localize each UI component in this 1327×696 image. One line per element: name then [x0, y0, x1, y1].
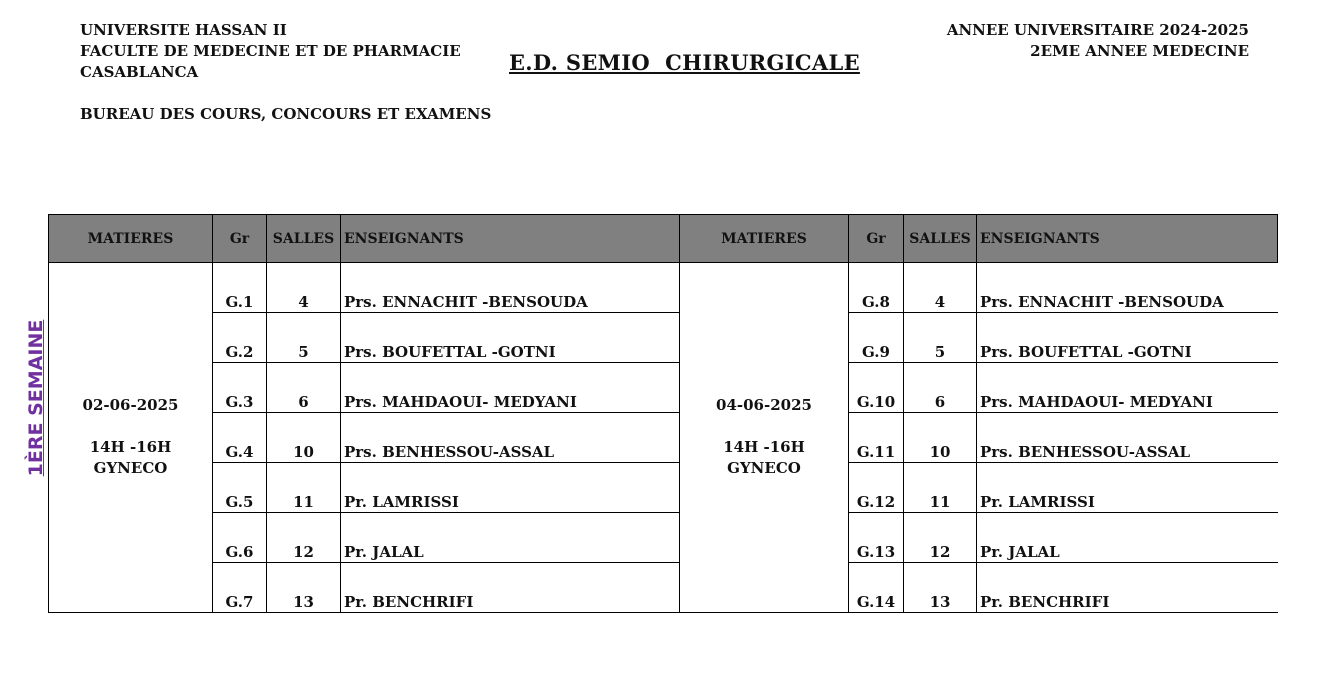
group-cell: G.14 — [849, 563, 904, 613]
teacher-cell: Pr. JALAL — [977, 513, 1278, 563]
room-cell: 6 — [267, 363, 341, 413]
teacher-cell: Pr. LAMRISSI — [341, 463, 680, 513]
teacher-cell: Pr. BENCHRIFI — [341, 563, 680, 613]
group-cell: G.4 — [213, 413, 267, 463]
room-cell: 13 — [267, 563, 341, 613]
teacher-cell: Prs. BOUFETTAL -GOTNI — [977, 313, 1278, 363]
session-date: 04-06-2025 — [716, 396, 812, 414]
table-row — [49, 563, 1278, 613]
week-label: 1ÈRE SEMAINE — [25, 319, 47, 477]
group-cell: G.3 — [213, 363, 267, 413]
room-cell: 5 — [904, 313, 977, 363]
col-header-room: SALLES — [904, 215, 977, 263]
group-cell: G.8 — [849, 263, 904, 313]
session-date: 02-06-2025 — [82, 396, 179, 414]
group-cell: G.2 — [213, 313, 267, 363]
academic-year: ANNEE UNIVERSITAIRE 2024-2025 — [946, 21, 1249, 39]
teacher-cell: Prs. BENHESSOU-ASSAL — [977, 413, 1278, 463]
schedule-table — [48, 214, 1278, 613]
table-row — [49, 413, 1278, 463]
page-title: E.D. SEMIO CHIRURGICALE — [509, 50, 860, 75]
group-cell: G.11 — [849, 413, 904, 463]
room-cell: 5 — [267, 313, 341, 363]
table-row — [49, 263, 1278, 313]
group-cell: G.5 — [213, 463, 267, 513]
group-cell: G.13 — [849, 513, 904, 563]
table-row — [49, 363, 1278, 413]
office-name: BUREAU DES COURS, CONCOURS ET EXAMENS — [80, 105, 492, 123]
group-cell: G.9 — [849, 313, 904, 363]
col-header-subject: MATIERES — [680, 215, 849, 263]
room-cell: 11 — [267, 463, 341, 513]
table-row — [49, 513, 1278, 563]
room-cell: 13 — [904, 563, 977, 613]
col-header-teachers: ENSEIGNANTS — [977, 215, 1278, 263]
group-cell: G.10 — [849, 363, 904, 413]
group-cell: G.6 — [213, 513, 267, 563]
faculty-name: FACULTE DE MEDECINE ET DE PHARMACIE — [80, 42, 461, 60]
room-cell: 12 — [267, 513, 341, 563]
left-session-cell — [49, 263, 213, 613]
group-cell: G.1 — [213, 263, 267, 313]
col-header-room: SALLES — [267, 215, 341, 263]
teacher-cell: Prs. ENNACHIT -BENSOUDA — [341, 263, 680, 313]
group-cell: G.7 — [213, 563, 267, 613]
room-cell: 6 — [904, 363, 977, 413]
session-time: 14H -16H — [89, 438, 172, 456]
room-cell: 10 — [267, 413, 341, 463]
right-session-cell — [680, 263, 849, 613]
room-cell: 12 — [904, 513, 977, 563]
table-header-row — [49, 215, 1278, 263]
teacher-cell: Pr. LAMRISSI — [977, 463, 1278, 513]
teacher-cell: Prs. MAHDAOUI- MEDYANI — [977, 363, 1278, 413]
room-cell: 4 — [267, 263, 341, 313]
teacher-cell: Prs. ENNACHIT -BENSOUDA — [977, 263, 1278, 313]
table-row — [49, 463, 1278, 513]
study-year: 2EME ANNEE MEDECINE — [1030, 42, 1249, 60]
university-name: UNIVERSITE HASSAN II — [80, 21, 287, 39]
city-name: CASABLANCA — [80, 63, 199, 81]
year-block — [947, 20, 1249, 62]
teacher-cell: Prs. MAHDAOUI- MEDYANI — [341, 363, 680, 413]
teacher-cell: Prs. BOUFETTAL -GOTNI — [341, 313, 680, 363]
table-row — [49, 313, 1278, 363]
col-header-subject: MATIERES — [49, 215, 213, 263]
institution-block — [80, 20, 491, 125]
session-subject: GYNECO — [727, 459, 801, 477]
room-cell: 10 — [904, 413, 977, 463]
teacher-cell: Pr. JALAL — [341, 513, 680, 563]
teacher-cell: Prs. BENHESSOU-ASSAL — [341, 413, 680, 463]
room-cell: 4 — [904, 263, 977, 313]
teacher-cell: Pr. BENCHRIFI — [977, 563, 1278, 613]
session-subject: GYNECO — [93, 459, 168, 477]
room-cell: 11 — [904, 463, 977, 513]
col-header-group: Gr — [849, 215, 904, 263]
col-header-teachers: ENSEIGNANTS — [341, 215, 680, 263]
session-time: 14H -16H — [723, 438, 805, 456]
group-cell: G.12 — [849, 463, 904, 513]
col-header-group: Gr — [213, 215, 267, 263]
